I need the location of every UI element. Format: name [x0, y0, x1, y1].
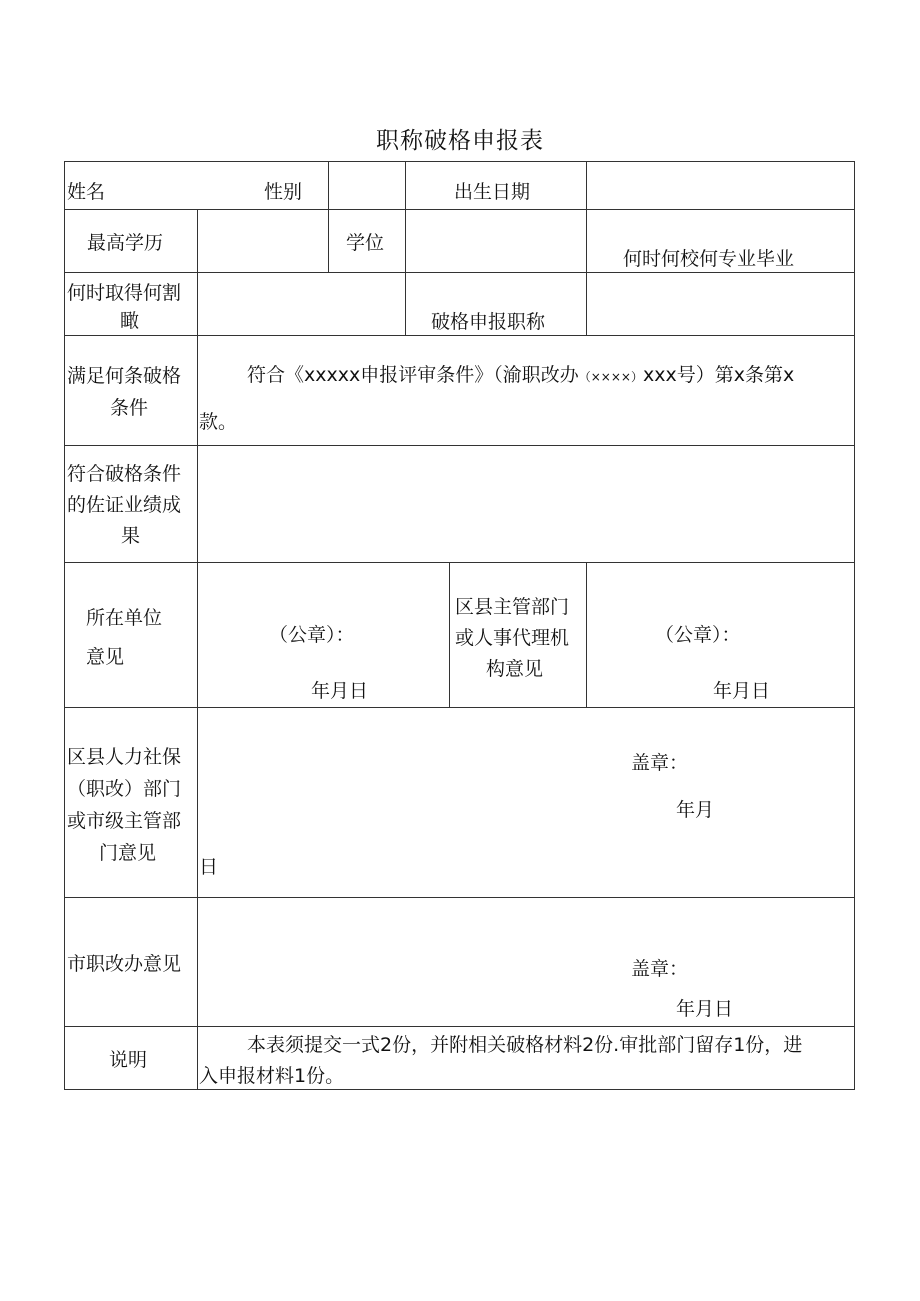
target-title-field[interactable]: [587, 273, 855, 335]
target-title-label: 破格申报职称: [431, 311, 546, 333]
gender-label: 性别: [264, 181, 303, 203]
acquired-time-label-cont: 瞰: [120, 310, 140, 332]
conditions-text-part: 符合《xxxxx申报评审条件》（渝职改办: [247, 364, 579, 386]
hr-opinion-label-cont: 门意见: [99, 842, 157, 864]
unit-date-label: 年月日: [311, 680, 369, 702]
conditions-label-cont: 条件: [110, 397, 149, 419]
degree-field[interactable]: [406, 210, 586, 272]
evidence-label-cont: 果: [121, 525, 141, 547]
evidence-label-cont: 的佐证业绩成: [67, 494, 182, 516]
district-opinion-label-cont: 构意见: [486, 658, 544, 680]
hr-day-label: 日: [199, 856, 219, 878]
hr-opinion-label-cont: （职改）部门: [67, 778, 182, 800]
unit-opinion-label-cont: 意见: [86, 646, 125, 668]
conditions-text: [247, 366, 794, 385]
unit-seal-label: （公章）：: [269, 624, 355, 646]
conditions-text-doc-number: （××××）: [578, 370, 643, 384]
row-divider: [65, 562, 854, 563]
row-divider: [65, 1026, 854, 1027]
unit-opinion-label: 所在单位: [86, 607, 163, 629]
conditions-text-part: xxx号）第x条第x: [642, 364, 795, 386]
name-label: 姓名: [67, 181, 106, 203]
birth-date-label: 出生日期: [454, 181, 531, 203]
hr-opinion-label: 区县人力社保: [67, 746, 182, 768]
hr-seal-label: 盖章：: [631, 752, 689, 774]
degree-label: 学位: [346, 232, 385, 254]
city-opinion-label: 市职改办意见: [67, 953, 182, 975]
application-form-table: [64, 161, 855, 1090]
acquired-time-field[interactable]: [198, 273, 405, 335]
birth-date-field[interactable]: [587, 162, 855, 209]
city-date-label: 年月日: [676, 998, 734, 1020]
acquired-time-label: 何时取得何割: [67, 282, 182, 304]
notes-label: 说明: [109, 1049, 148, 1071]
name-field[interactable]: [150, 162, 250, 209]
column-divider: [586, 562, 587, 707]
notes-text-cont: 入申报材料1份。: [199, 1065, 345, 1087]
gender-field[interactable]: [329, 162, 405, 209]
education-label: 最高学历: [87, 232, 164, 254]
district-opinion-label-cont: 或人事代理机: [455, 627, 570, 649]
education-field[interactable]: [198, 210, 328, 272]
hr-year-month-label: 年月: [676, 799, 715, 821]
evidence-label: 符合破格条件: [67, 463, 182, 485]
column-divider: [328, 209, 329, 272]
district-opinion-label: 区县主管部门: [455, 596, 570, 618]
district-seal-label: （公章）：: [655, 624, 741, 646]
row-divider: [65, 897, 854, 898]
column-divider: [449, 562, 450, 707]
column-divider: [197, 209, 198, 1090]
graduation-label: 何时何校何专业毕业: [623, 248, 795, 270]
hr-opinion-label-cont: 或市级主管部: [67, 810, 182, 832]
row-divider: [65, 335, 854, 336]
conditions-label: 满足何条破格: [67, 365, 182, 387]
form-title: 职称破格申报表: [376, 128, 544, 154]
district-date-label: 年月日: [713, 680, 771, 702]
notes-text: 本表须提交一式2份，并附相关破格材料2份.审批部门留存1份，进: [247, 1034, 803, 1056]
conditions-text-cont: 款。: [199, 411, 238, 433]
row-divider: [65, 707, 854, 708]
city-seal-label: 盖章：: [631, 958, 689, 980]
evidence-field[interactable]: [198, 446, 855, 562]
